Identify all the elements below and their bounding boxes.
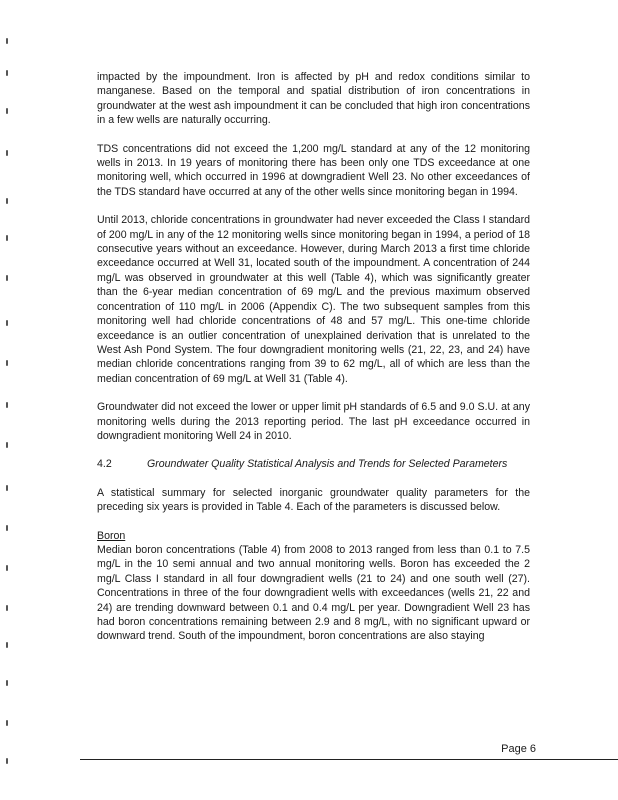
section-number: 4.2 xyxy=(97,458,112,471)
section-title: Groundwater Quality Statistical Analysis and Trends for Selected Parameters xyxy=(147,458,508,471)
section-heading xyxy=(97,457,530,471)
paragraph-iron: impacted by the impoundment. Iron is affected by pH and redox conditions similar to manganese. Based on the temporal and spatial distribution of iron concentrations in groundwater at the west ash impoundment it can be concluded that high iron concentrations in a few wells are naturally occurring. xyxy=(97,71,530,127)
page-number: Page 6 xyxy=(501,743,536,755)
paragraph-ph: Groundwater did not exceed the lower or upper limit pH standards of 6.5 and 9.0 S.U. at any monitoring wells during the 2013 reporting period. The last pH exceedance occurred in downgradient monitoring Well 24 in 2010. xyxy=(97,401,530,442)
paragraph-chloride: Until 2013, chloride concentrations in groundwater had never exceeded the Class I standard of 200 mg/L in any of the 12 monitoring wells since monitoring began in 1994, a period of 18 consecutive years without an exceedance. However, during March 2013 a first time chloride exceedance occurred at Well 31, located south of the impoundment. A concentration of 244 mg/L was observed in groundwater at this well (Table 4), which was significantly greater than the 6-year median concentration of 69 mg/L and the previous maximum observed concentration of 110 mg/L in 2006 (Appendix C). The two subsequent samples from this monitoring well had chloride concentrations of 48 and 57 mg/L. This one-time chloride exceedance is an outlier concentration of unexplained derivation that is unrelated to the West Ash Pond System. The four downgradient monitoring wells (21, 22, 23, and 24) have median chloride concentrations ranging from 39 to 62 mg/L, all of which are less than the median concentration of 69 mg/L at Well 31 (Table 4). xyxy=(97,214,530,385)
paragraph-section-intro: A statistical summary for selected inorganic groundwater quality parameters for the preceding six years is provided in Table 4. Each of the parameters is discussed below. xyxy=(97,486,530,514)
paragraph-boron: Median boron concentrations (Table 4) from 2008 to 2013 ranged from less than 0.1 to 7.5 mg/L in the 10 semi annual and two annual monitoring wells. Boron has exceeded the 2 mg/L Class I standard in all four downgradient wells (21 to 24) and one south well (27). Concentrations in three of the four downgradient wells with exceedances (wells 21, 22 and 24) are trending downward between 0.1 and 0.4 mg/L per year. Downgradient Well 23 has had boron concentrations remaining between 2.9 and 8 mg/L, with no significant upward or downward trend. South of the impoundment, boron concentrations are also staying xyxy=(97,543,530,643)
binding-hole-marks xyxy=(6,30,14,790)
document-body xyxy=(97,70,530,658)
boron-subheading: Boron xyxy=(97,529,126,542)
paragraph-tds: TDS concentrations did not exceed the 1,200 mg/L standard at any of the 12 monitoring wells in 2013. In 19 years of monitoring there has been only one TDS exceedance at one monitoring well, which occurred in 1996 at downgradient Well 23. No other exceedances of the TDS standard have occurred at any of the other wells since monitoring began in 1994. xyxy=(97,142,530,198)
footer-divider xyxy=(80,759,618,760)
